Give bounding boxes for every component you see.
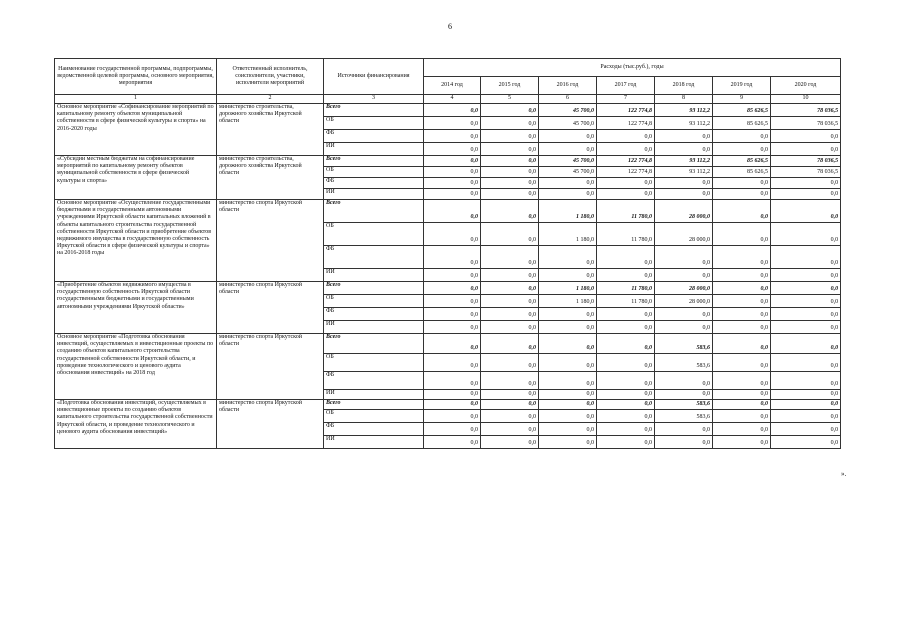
amount-cell: 93 112,2	[655, 104, 713, 117]
amount-cell: 0,0	[655, 321, 713, 334]
funding-source: ФБ	[324, 423, 424, 436]
amount-cell: 0,0	[771, 354, 841, 372]
amount-cell: 0,0	[424, 436, 481, 449]
amount-cell: 11 780,0	[597, 295, 655, 308]
amount-cell: 0,0	[539, 269, 597, 282]
amount-cell: 11 780,0	[597, 200, 655, 223]
funding-source: Всего	[324, 156, 424, 167]
amount-cell: 0,0	[424, 282, 481, 295]
amount-cell: 0,0	[424, 156, 481, 167]
amount-cell: 0,0	[481, 117, 539, 130]
amount-cell: 0,0	[771, 223, 841, 246]
amount-cell: 0,0	[597, 143, 655, 156]
amount-cell: 0,0	[424, 410, 481, 423]
amount-cell: 0,0	[424, 143, 481, 156]
table-row	[55, 200, 841, 223]
amount-cell: 0,0	[539, 308, 597, 321]
header-year: 2019 год	[713, 77, 771, 95]
executor-name: министерство спорта Иркутской области	[217, 400, 324, 449]
amount-cell: 0,0	[771, 200, 841, 223]
amount-cell: 0,0	[481, 308, 539, 321]
funding-source: ОБ	[324, 117, 424, 130]
amount-cell: 85 626,5	[713, 117, 771, 130]
funding-source: ФБ	[324, 372, 424, 390]
amount-cell: 28 000,0	[655, 223, 713, 246]
amount-cell: 0,0	[481, 354, 539, 372]
column-number: 10	[771, 95, 841, 104]
amount-cell: 0,0	[771, 282, 841, 295]
amount-cell: 0,0	[481, 295, 539, 308]
funding-source: ОБ	[324, 223, 424, 246]
program-name: «Приобретение объектов недвижимого имущества в государственную собственность Иркутской области государственными бюджетными и государственными автономными учреждениями Иркутской области»	[55, 282, 217, 334]
amount-cell: 0,0	[713, 200, 771, 223]
amount-cell: 583,6	[655, 410, 713, 423]
amount-cell: 0,0	[539, 436, 597, 449]
amount-cell: 0,0	[481, 167, 539, 178]
header-expenses: Расходы (тыс.руб.), годы	[424, 59, 841, 77]
amount-cell: 0,0	[771, 436, 841, 449]
header-year: 2016 год	[539, 77, 597, 95]
header-year: 2018 год	[655, 77, 713, 95]
program-name: «Субсидии местным бюджетам на софинансирование мероприятий по капитальному ремонту объектов муниципальной собственности в сфере физической культуры и спорта»	[55, 156, 217, 200]
funding-source: ИИ	[324, 436, 424, 449]
amount-cell: 0,0	[771, 321, 841, 334]
amount-cell: 0,0	[597, 269, 655, 282]
amount-cell: 0,0	[481, 321, 539, 334]
amount-cell: 0,0	[424, 372, 481, 390]
amount-cell: 0,0	[655, 130, 713, 143]
amount-cell: 0,0	[539, 334, 597, 354]
amount-cell: 0,0	[539, 130, 597, 143]
amount-cell: 0,0	[424, 354, 481, 372]
funding-source: ФБ	[324, 246, 424, 269]
amount-cell: 0,0	[597, 321, 655, 334]
funding-source: ИИ	[324, 321, 424, 334]
amount-cell: 0,0	[597, 354, 655, 372]
funding-source: ИИ	[324, 189, 424, 200]
program-name: Основное мероприятие «Софинансирование мероприятий по капитальному ремонту объектов муниципальной собственности в сфере физической культуры и спорта» на 2016-2020 годы	[55, 104, 217, 156]
executor-name: министерство спорта Иркутской области	[217, 282, 324, 334]
amount-cell: 122 774,8	[597, 156, 655, 167]
amount-cell: 0,0	[713, 282, 771, 295]
amount-cell: 0,0	[539, 178, 597, 189]
header-source: Источники финансирования	[324, 59, 424, 95]
table-row	[55, 400, 841, 410]
amount-cell: 0,0	[481, 372, 539, 390]
amount-cell: 0,0	[655, 372, 713, 390]
amount-cell: 0,0	[539, 400, 597, 410]
amount-cell: 93 112,2	[655, 156, 713, 167]
amount-cell: 0,0	[713, 143, 771, 156]
amount-cell: 0,0	[481, 436, 539, 449]
program-name: Основное мероприятие «Подготовка обоснования инвестиций, осуществляемых в инвестиционные проекты по созданию объектов капитального строительства государственной собственности Иркутской области, и проведение технологического и ценового аудита обоснования инвестиций» на 2018 год	[55, 334, 217, 400]
amount-cell: 0,0	[597, 178, 655, 189]
amount-cell: 0,0	[771, 143, 841, 156]
amount-cell: 0,0	[481, 246, 539, 269]
amount-cell: 0,0	[539, 410, 597, 423]
amount-cell: 0,0	[481, 423, 539, 436]
amount-cell: 0,0	[655, 189, 713, 200]
amount-cell: 11 780,0	[597, 282, 655, 295]
amount-cell: 93 112,2	[655, 117, 713, 130]
program-name: «Подготовка обоснования инвестиций, осуществляемых в инвестиционные проекты по созданию объектов капитального строительства государственной собственности Иркутской области, и проведение технологического и ценового аудита обоснования инвестиций»	[55, 400, 217, 449]
column-number: 7	[597, 95, 655, 104]
executor-name: министерство спорта Иркутской области	[217, 200, 324, 282]
amount-cell: 0,0	[713, 390, 771, 400]
amount-cell: 1 180,0	[539, 200, 597, 223]
column-number: 8	[655, 95, 713, 104]
amount-cell: 1 180,0	[539, 282, 597, 295]
amount-cell: 0,0	[771, 295, 841, 308]
header-year: 2017 год	[597, 77, 655, 95]
amount-cell: 0,0	[539, 390, 597, 400]
amount-cell: 0,0	[713, 372, 771, 390]
amount-cell: 0,0	[424, 321, 481, 334]
amount-cell: 0,0	[655, 269, 713, 282]
amount-cell: 0,0	[539, 246, 597, 269]
table-row	[55, 156, 841, 167]
amount-cell: 0,0	[424, 130, 481, 143]
header-program: Наименование государственной программы, подпрограммы, ведомственной целевой программы, основного мероприятия, мероприятия	[55, 59, 217, 95]
column-number: 6	[539, 95, 597, 104]
amount-cell: 78 036,5	[771, 156, 841, 167]
amount-cell: 0,0	[597, 189, 655, 200]
amount-cell: 0,0	[713, 400, 771, 410]
amount-cell: 85 626,5	[713, 167, 771, 178]
amount-cell: 0,0	[713, 334, 771, 354]
amount-cell: 0,0	[771, 334, 841, 354]
column-number: 3	[324, 95, 424, 104]
amount-cell: 0,0	[771, 308, 841, 321]
amount-cell: 0,0	[424, 295, 481, 308]
amount-cell: 0,0	[771, 130, 841, 143]
amount-cell: 0,0	[539, 143, 597, 156]
header-year: 2015 год	[481, 77, 539, 95]
amount-cell: 78 036,5	[771, 117, 841, 130]
amount-cell: 0,0	[424, 223, 481, 246]
amount-cell: 0,0	[539, 372, 597, 390]
amount-cell: 1 180,0	[539, 223, 597, 246]
amount-cell: 0,0	[713, 354, 771, 372]
executor-name: министерство строительства, дорожного хозяйства Иркутской области	[217, 156, 324, 200]
amount-cell: 0,0	[424, 390, 481, 400]
amount-cell: 0,0	[771, 400, 841, 410]
amount-cell: 0,0	[481, 390, 539, 400]
funding-source: ИИ	[324, 390, 424, 400]
amount-cell: 0,0	[713, 269, 771, 282]
executor-name: министерство спорта Иркутской области	[217, 334, 324, 400]
column-number: 9	[713, 95, 771, 104]
amount-cell: 45 700,0	[539, 167, 597, 178]
amount-cell: 122 774,8	[597, 117, 655, 130]
amount-cell: 0,0	[539, 189, 597, 200]
amount-cell: 0,0	[481, 200, 539, 223]
amount-cell: 0,0	[713, 189, 771, 200]
amount-cell: 0,0	[424, 334, 481, 354]
amount-cell: 28 000,0	[655, 200, 713, 223]
amount-cell: 583,6	[655, 400, 713, 410]
table-row	[55, 334, 841, 354]
program-name: Основное мероприятие «Осуществление государственными бюджетными и государственными автономными учреждениями Иркутской области капитальных вложений в объекты капитального строительства государственной собственности Иркутской области и приобретение объектов недвижимого имущества в государственную собственность Иркутской области в сфере физической культуры и спорта» на 2016-2018 годы	[55, 200, 217, 282]
amount-cell: 0,0	[597, 410, 655, 423]
amount-cell: 0,0	[424, 104, 481, 117]
amount-cell: 0,0	[424, 400, 481, 410]
funding-source: ФБ	[324, 308, 424, 321]
amount-cell: 0,0	[481, 334, 539, 354]
amount-cell: 0,0	[424, 423, 481, 436]
funding-source: Всего	[324, 200, 424, 223]
amount-cell: 0,0	[481, 104, 539, 117]
amount-cell: 0,0	[597, 334, 655, 354]
amount-cell: 78 036,5	[771, 104, 841, 117]
funding-source: ИИ	[324, 269, 424, 282]
funding-source: Всего	[324, 282, 424, 295]
amount-cell: 0,0	[481, 143, 539, 156]
amount-cell: 0,0	[481, 269, 539, 282]
amount-cell: 0,0	[771, 189, 841, 200]
amount-cell: 0,0	[771, 269, 841, 282]
amount-cell: 85 626,5	[713, 156, 771, 167]
table-row	[55, 282, 841, 295]
amount-cell: 0,0	[481, 178, 539, 189]
funding-source: ОБ	[324, 354, 424, 372]
amount-cell: 85 626,5	[713, 104, 771, 117]
amount-cell: 0,0	[597, 436, 655, 449]
amount-cell: 0,0	[771, 410, 841, 423]
column-number: 5	[481, 95, 539, 104]
amount-cell: 0,0	[655, 143, 713, 156]
amount-cell: 0,0	[481, 410, 539, 423]
amount-cell: 0,0	[481, 189, 539, 200]
amount-cell: 0,0	[424, 269, 481, 282]
amount-cell: 0,0	[597, 130, 655, 143]
amount-cell: 0,0	[713, 295, 771, 308]
amount-cell: 45 700,0	[539, 104, 597, 117]
amount-cell: 0,0	[597, 372, 655, 390]
amount-cell: 0,0	[481, 282, 539, 295]
amount-cell: 0,0	[713, 410, 771, 423]
funding-source: Всего	[324, 400, 424, 410]
amount-cell: 0,0	[713, 130, 771, 143]
amount-cell: 0,0	[481, 400, 539, 410]
amount-cell: 0,0	[771, 372, 841, 390]
funding-source: ОБ	[324, 410, 424, 423]
amount-cell: 0,0	[539, 423, 597, 436]
amount-cell: 0,0	[597, 423, 655, 436]
amount-cell: 0,0	[424, 178, 481, 189]
amount-cell: 0,0	[539, 321, 597, 334]
amount-cell: 1 180,0	[539, 295, 597, 308]
end-mark: ».	[841, 470, 847, 478]
expenses-table	[54, 58, 841, 449]
amount-cell: 0,0	[597, 308, 655, 321]
amount-cell: 0,0	[597, 246, 655, 269]
page-number: 6	[448, 22, 452, 31]
amount-cell: 0,0	[424, 308, 481, 321]
amount-cell: 28 000,0	[655, 282, 713, 295]
amount-cell: 45 700,0	[539, 117, 597, 130]
amount-cell: 0,0	[481, 156, 539, 167]
amount-cell: 0,0	[539, 354, 597, 372]
amount-cell: 0,0	[424, 117, 481, 130]
amount-cell: 0,0	[424, 167, 481, 178]
funding-source: Всего	[324, 104, 424, 117]
amount-cell: 0,0	[713, 223, 771, 246]
amount-cell: 0,0	[655, 436, 713, 449]
table-row	[55, 104, 841, 117]
amount-cell: 0,0	[655, 246, 713, 269]
amount-cell: 45 700,0	[539, 156, 597, 167]
funding-source: ФБ	[324, 130, 424, 143]
amount-cell: 0,0	[597, 390, 655, 400]
column-number: 4	[424, 95, 481, 104]
executor-name: министерство строительства, дорожного хозяйства Иркутской области	[217, 104, 324, 156]
header-year: 2020 год	[771, 77, 841, 95]
amount-cell: 0,0	[771, 246, 841, 269]
funding-source: Всего	[324, 334, 424, 354]
amount-cell: 11 780,0	[597, 223, 655, 246]
amount-cell: 0,0	[771, 178, 841, 189]
amount-cell: 78 036,5	[771, 167, 841, 178]
amount-cell: 583,6	[655, 354, 713, 372]
amount-cell: 0,0	[713, 308, 771, 321]
amount-cell: 0,0	[424, 189, 481, 200]
header-executor: Ответственный исполнитель, соисполнители, участники, исполнители мероприятий	[217, 59, 324, 95]
amount-cell: 122 774,8	[597, 167, 655, 178]
header-year: 2014 год	[424, 77, 481, 95]
amount-cell: 93 112,2	[655, 167, 713, 178]
amount-cell: 0,0	[655, 308, 713, 321]
amount-cell: 0,0	[771, 423, 841, 436]
amount-cell: 0,0	[713, 436, 771, 449]
amount-cell: 0,0	[713, 246, 771, 269]
funding-source: ФБ	[324, 178, 424, 189]
amount-cell: 0,0	[713, 321, 771, 334]
amount-cell: 28 000,0	[655, 295, 713, 308]
amount-cell: 0,0	[481, 223, 539, 246]
amount-cell: 0,0	[655, 390, 713, 400]
amount-cell: 0,0	[713, 423, 771, 436]
funding-source: ИИ	[324, 143, 424, 156]
amount-cell: 0,0	[597, 400, 655, 410]
amount-cell: 0,0	[771, 390, 841, 400]
amount-cell: 122 774,8	[597, 104, 655, 117]
amount-cell: 0,0	[424, 246, 481, 269]
amount-cell: 0,0	[655, 178, 713, 189]
amount-cell: 0,0	[424, 200, 481, 223]
funding-source: ОБ	[324, 167, 424, 178]
amount-cell: 0,0	[481, 130, 539, 143]
amount-cell: 583,6	[655, 334, 713, 354]
column-number: 1	[55, 95, 217, 104]
amount-cell: 0,0	[655, 423, 713, 436]
funding-source: ОБ	[324, 295, 424, 308]
column-number: 2	[217, 95, 324, 104]
amount-cell: 0,0	[713, 178, 771, 189]
